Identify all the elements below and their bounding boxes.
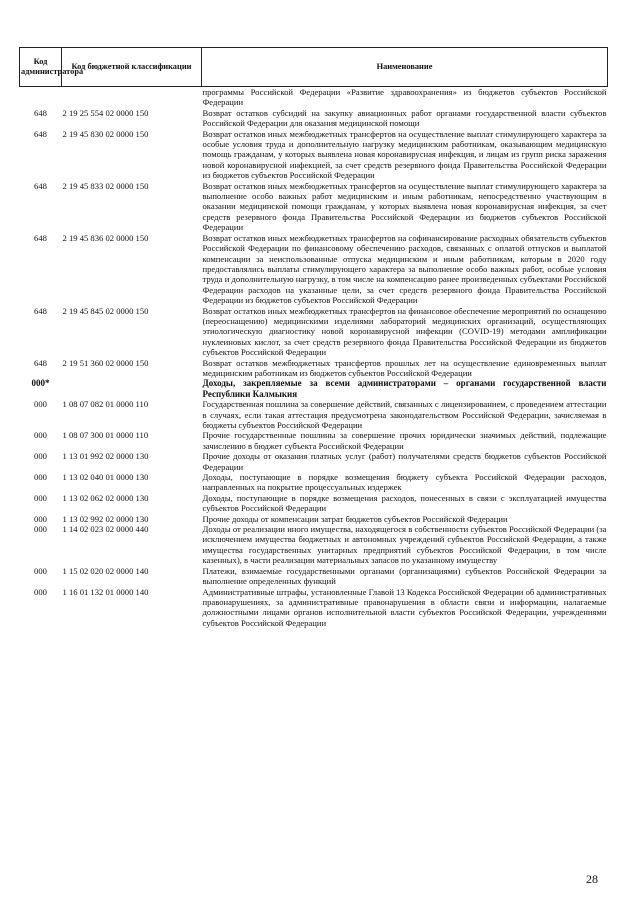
name-cell: Доходы, поступающие в порядке возмещения бюджету субъекта Российской Федерации расходов, направленных на покрытие процессуальных издержек (202, 472, 607, 493)
table-row (20, 129, 608, 181)
admin-code-cell: 000 (34, 524, 47, 535)
budget-code-cell: 2 19 51 360 02 0000 150 (62, 357, 149, 368)
table-row (20, 472, 608, 493)
budget-code-table (19, 47, 608, 628)
page-number: 28 (586, 872, 598, 886)
name-cell: Возврат остатков иных межбюджетных трансфертов на осуществление выплат стимулирующего характера за выполнение особо важных работ медицинским и иным работникам, непосредственно участвующим в оказании медицинской помощи гражданам, у которых выявлена новая коронавирусная инфекция, за счет средств резервного фонда Правительства Российской Федерации из бюджетов субъектов Российской Федерации (202, 180, 607, 233)
admin-code-cell (20, 87, 62, 108)
table-row (20, 306, 608, 358)
admin-code-cell: 000 (34, 586, 47, 597)
name-cell: Государственная пошлина за совершение действий, связанных с лицензированием, с проведением аттестации в случаях, если такая аттестация предусмотрена законодательством Российской Федерации, зачисляемая в бюджеты субъектов Российской Федерации (202, 399, 607, 430)
table-row (20, 514, 608, 524)
name-cell: Прочие доходы от оказания платных услуг (работ) получателями средств бюджетов субъектов Российской Федерации (202, 451, 607, 472)
table-body (20, 87, 608, 629)
budget-code-cell: 1 15 02 020 02 0000 140 (62, 565, 149, 576)
admin-code-cell: 648 (34, 107, 47, 118)
admin-code-cell: 648 (34, 232, 47, 243)
budget-code-cell: 1 08 07 082 01 0000 110 (62, 399, 149, 410)
budget-code-cell: 1 08 07 300 01 0000 110 (62, 430, 149, 441)
admin-code-cell: 000 (34, 399, 47, 410)
admin-code-cell: 000 (34, 565, 47, 576)
budget-code-cell: 1 16 01 132 01 0000 140 (62, 586, 149, 597)
name-cell: Возврат остатков межбюджетных трансфертов прошлых лет на осуществление единовременных выплат медицинским работникам из бюджетов субъектов Российской Федерации (202, 357, 607, 378)
budget-code-cell (62, 378, 202, 399)
table-row (20, 451, 608, 472)
name-cell: Возврат остатков иных межбюджетных трансфертов на осуществление выплат стимулирующего характера за особые условия труда и дополнительную нагрузку медицинским работникам, оказывающим медицинскую помощь гражданам, у которых выявлена новая коронавирусная инфекция, и лицам из групп риска заражения новой коронавирусной инфекцией, за счет средств резервного фонда Правительства Российской Федерации из бюджетов субъектов Российской Федерации (202, 128, 607, 181)
name-cell: Доходы, закрепляемые за всеми администраторами – органами государственной власти Республики Калмыкия (202, 378, 607, 399)
admin-code-cell: 000* (31, 378, 50, 389)
budget-code-cell: 2 19 45 845 02 0000 150 (62, 305, 149, 316)
budget-code-cell: 2 19 25 554 02 0000 150 (62, 107, 149, 118)
budget-code-cell: 1 13 02 062 02 0000 130 (62, 492, 149, 503)
admin-code-cell: 648 (34, 180, 47, 191)
budget-code-cell: 2 19 45 833 02 0000 150 (62, 180, 149, 191)
table-header-row (20, 48, 608, 87)
admin-code-cell: 000 (34, 472, 47, 483)
name-cell: Прочие государственные пошлины за совершение прочих юридически значимых действий, подлежащие зачислению в бюджет субъекта Российской Федерации (202, 430, 607, 451)
admin-code-cell: 000 (34, 513, 47, 524)
budget-code-cell: 1 13 01 992 02 0000 130 (62, 451, 149, 462)
header-name: Наименование (202, 48, 608, 87)
header-admin-code: Код администратора (20, 48, 62, 87)
table-row (20, 108, 608, 129)
budget-code-cell (62, 87, 202, 108)
admin-code-cell: 648 (34, 357, 47, 368)
name-cell: Возврат остатков иных межбюджетных трансфертов на финансовое обеспечение мероприятий по оснащению (переоснащению) медицинскими изделиями лабораторий медицинских организаций, осуществляющих этиологическую диагностику новой коронавирусной инфекции (COVID-19) методами амплификации нуклеиновых кислот, за счет средств резервного фонда Правительства Российской Федерации из бюджетов субъектов Российской Федерации (202, 305, 607, 358)
name-cell: Возврат остатков иных межбюджетных трансфертов на софинансирование расходных обязательств субъектов Российской Федерации по финансовому обеспечению расходов, связанных с оплатой отпусков и выплатой компенсации за неиспользованные отпуска медицинским и иным работникам, которым в 2020 году предоставлялись выплаты стимулирующего характера за выполнение особо важных работ, особые условия труда и дополнительную нагрузку, в том числе на компенсацию ранее произведенных субъектами Российской Федерации расходов на указанные цели, за счет средств резервного фонда Правительства Российской Федерации из бюджетов субъектов Российской Федерации (202, 232, 607, 306)
budget-code-cell: 1 14 02 023 02 0000 440 (62, 524, 149, 535)
name-cell: Доходы от реализации иного имущества, находящегося в собственности субъектов Российской Федерации (за исключением имущества бюджетных и автономных учреждений субъектов Российской Федерации, а также имущества государственных унитарных предприятий субъектов Российской Федерации, в том числе казенных), в части реализации материальных запасов по указанному имуществу (202, 524, 607, 566)
name-cell: Возврат остатков субсидий на закупку авиационных работ органами государственной власти субъектов Российской Федерации для оказания медицинской помощи (202, 107, 607, 129)
admin-code-cell: 000 (34, 430, 47, 441)
budget-code-cell: 2 19 45 836 02 0000 150 (62, 232, 149, 243)
header-budget-code: Код бюджетной классификации (62, 48, 202, 87)
name-cell: Доходы, поступающие в порядке возмещения расходов, понесенных в связи с эксплуатацией имущества субъектов Российской Федерации (202, 492, 607, 514)
admin-code-cell: 000 (34, 492, 47, 503)
name-cell: Платежи, взимаемые государственными органами (организациями) субъектов Российской Федерации за выполнение определенных функций (202, 565, 607, 587)
table-row (20, 524, 608, 566)
table-row (20, 566, 608, 587)
budget-code-cell: 1 13 02 040 01 0000 130 (62, 472, 149, 483)
table-row (20, 181, 608, 233)
name-cell: Прочие доходы от компенсации затрат бюджетов субъектов Российской Федерации (202, 513, 508, 524)
budget-code-cell: 2 19 45 830 02 0000 150 (62, 128, 149, 139)
table-row (20, 233, 608, 306)
table-row (20, 399, 608, 430)
name-cell: программы Российской Федерации «Развитие здравоохранения» из бюджетов субъектов Российской Федерации (202, 87, 607, 108)
admin-code-cell: 648 (34, 305, 47, 316)
table-row (20, 358, 608, 379)
table-row (20, 493, 608, 514)
admin-code-cell: 000 (34, 451, 47, 462)
budget-code-cell: 1 13 02 992 02 0000 130 (62, 513, 149, 524)
name-cell: Административные штрафы, установленные Главой 13 Кодекса Российской Федерации об административных правонарушениях, за административные правонарушения в области связи и информации, налагаемые должностными лицами органов исполнительной власти субъектов Российской Федерации, учреждениями субъектов Российской Федерации (202, 586, 607, 628)
table-row (20, 87, 608, 108)
table-row (20, 587, 608, 629)
admin-code-cell: 648 (34, 128, 47, 139)
table-row (20, 378, 608, 399)
table-row (20, 430, 608, 451)
